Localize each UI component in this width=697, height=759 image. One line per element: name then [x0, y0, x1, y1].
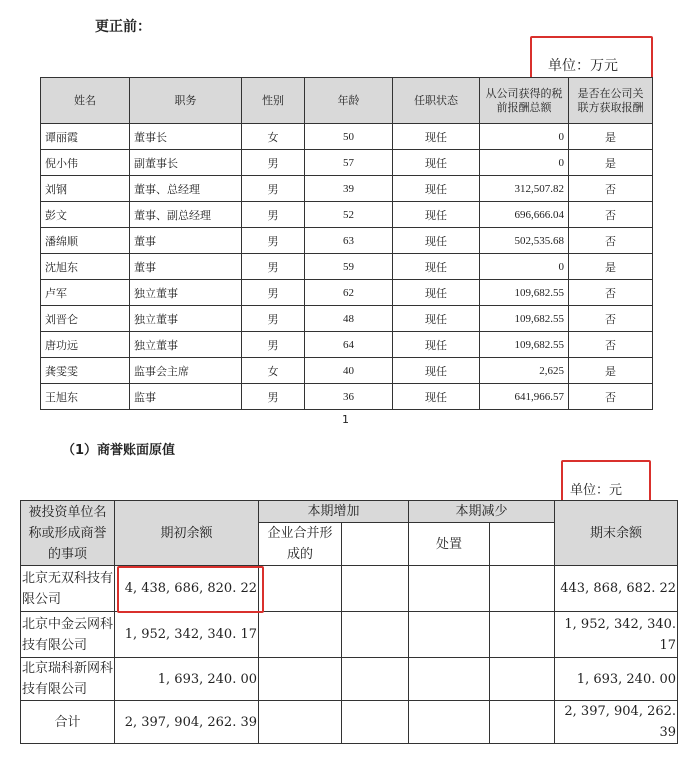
table-cell: 男: [242, 228, 305, 254]
table-cell: 是: [569, 254, 653, 280]
table-cell: 董事: [130, 254, 242, 280]
table-row: [41, 176, 653, 202]
table-cell: 现任: [393, 124, 480, 150]
header-cell: 企业合并形成的: [259, 523, 342, 566]
table-cell: 唐功远: [41, 332, 130, 358]
table-cell: 刘钢: [41, 176, 130, 202]
table-cell: 109,682.55: [480, 332, 569, 358]
table-cell: 女: [242, 358, 305, 384]
table-row: [41, 280, 653, 306]
table-cell: 监事: [130, 384, 242, 410]
table-cell: 男: [242, 254, 305, 280]
table-cell: 否: [569, 306, 653, 332]
table-header-row: [41, 78, 653, 124]
entity-cell: 北京瑞科新网科技有限公司: [21, 658, 115, 701]
table-cell: 59: [305, 254, 393, 280]
table-cell: 董事、副总经理: [130, 202, 242, 228]
table-cell: 卢军: [41, 280, 130, 306]
empty-cell: [259, 566, 342, 612]
table-cell: 现任: [393, 358, 480, 384]
table-cell: 109,682.55: [480, 306, 569, 332]
table-cell: 男: [242, 202, 305, 228]
header-cell: 年龄: [305, 78, 393, 124]
table-cell: 52: [305, 202, 393, 228]
table-cell: 独立董事: [130, 332, 242, 358]
header-cell: 期末余额: [555, 501, 678, 566]
table-cell: 否: [569, 228, 653, 254]
table-cell: 潘绵顺: [41, 228, 130, 254]
table-cell: 彭文: [41, 202, 130, 228]
table-cell: 0: [480, 254, 569, 280]
table-cell: 2,625: [480, 358, 569, 384]
table-cell: 否: [569, 176, 653, 202]
empty-cell: [342, 566, 409, 612]
table-cell: 109,682.55: [480, 280, 569, 306]
empty-cell: [409, 658, 490, 701]
table-row: [41, 332, 653, 358]
table-cell: 否: [569, 384, 653, 410]
table-row: [41, 202, 653, 228]
opening-cell: 2, 397, 904, 262. 39: [115, 701, 259, 744]
empty-cell: [259, 658, 342, 701]
empty-cell: [342, 658, 409, 701]
table-cell: 502,535.68: [480, 228, 569, 254]
table-cell: 现任: [393, 254, 480, 280]
closing-cell: 443, 868, 682. 22: [555, 566, 678, 612]
header-cell: 本期减少: [409, 501, 555, 523]
table-cell: 现任: [393, 202, 480, 228]
table-cell: 王旭东: [41, 384, 130, 410]
highlight-box: [561, 460, 651, 502]
table-cell: 男: [242, 384, 305, 410]
unit-label: 单位：万元: [548, 58, 618, 74]
empty-cell: [490, 566, 555, 612]
table-cell: 39: [305, 176, 393, 202]
table-cell: 是: [569, 358, 653, 384]
empty-cell: [409, 701, 490, 744]
header-cell: 从公司获得的税前报酬总额: [480, 78, 569, 124]
table-row: [41, 254, 653, 280]
opening-cell: 4, 438, 686, 820. 22: [115, 566, 259, 612]
table-cell: 现任: [393, 306, 480, 332]
table-row: [21, 658, 678, 701]
table-cell: 312,507.82: [480, 176, 569, 202]
header-cell: [490, 523, 555, 566]
header-cell: 姓名: [41, 78, 130, 124]
table-cell: 现任: [393, 384, 480, 410]
closing-cell: 1, 952, 342, 340. 17: [555, 612, 678, 658]
empty-cell: [490, 612, 555, 658]
table-cell: 现任: [393, 280, 480, 306]
header-cell: 期初余额: [115, 501, 259, 566]
highlight-box: [117, 566, 264, 613]
empty-cell: [409, 612, 490, 658]
table-cell: 50: [305, 124, 393, 150]
table-cell: 是: [569, 124, 653, 150]
table-cell: 男: [242, 176, 305, 202]
table-cell: 现任: [393, 332, 480, 358]
table-cell: 0: [480, 150, 569, 176]
table-cell: 独立董事: [130, 306, 242, 332]
empty-cell: [259, 701, 342, 744]
opening-cell: 1, 952, 342, 340. 17: [115, 612, 259, 658]
table-cell: 696,666.04: [480, 202, 569, 228]
empty-cell: [342, 612, 409, 658]
header-cell: [342, 523, 409, 566]
table-cell: 现任: [393, 150, 480, 176]
table-cell: 是: [569, 150, 653, 176]
table-row: [41, 124, 653, 150]
table-row: [21, 701, 678, 744]
goodwill-table: [20, 500, 678, 744]
table-cell: 女: [242, 124, 305, 150]
before-correction-title: 更正前：: [95, 19, 151, 35]
header-cell: 任职状态: [393, 78, 480, 124]
table-cell: 董事: [130, 228, 242, 254]
table-cell: 沈旭东: [41, 254, 130, 280]
table-cell: 0: [480, 124, 569, 150]
table-row: [41, 384, 653, 410]
table-cell: 副董事长: [130, 150, 242, 176]
table-cell: 现任: [393, 228, 480, 254]
highlight-box: [530, 36, 653, 79]
unit-label: 单位：元: [570, 483, 623, 498]
table-cell: 倪小伟: [41, 150, 130, 176]
header-cell: 性别: [242, 78, 305, 124]
empty-cell: [259, 612, 342, 658]
table-cell: 男: [242, 150, 305, 176]
header-cell: 被投资单位名称或形成商誉的事项: [21, 501, 115, 566]
opening-cell: 1, 693, 240. 00: [115, 658, 259, 701]
section-title: （1）商誉账面原值: [62, 443, 176, 458]
page-number: 1: [342, 413, 349, 426]
table-cell: 现任: [393, 176, 480, 202]
table-cell: 否: [569, 280, 653, 306]
closing-cell: 1, 693, 240. 00: [555, 658, 678, 701]
table-cell: 独立董事: [130, 280, 242, 306]
header-cell: 处置: [409, 523, 490, 566]
table-cell: 57: [305, 150, 393, 176]
empty-cell: [490, 701, 555, 744]
empty-cell: [342, 701, 409, 744]
table-cell: 董事、总经理: [130, 176, 242, 202]
table-row: [41, 150, 653, 176]
closing-cell: 2, 397, 904, 262. 39: [555, 701, 678, 744]
table-cell: 否: [569, 332, 653, 358]
header-cell: 职务: [130, 78, 242, 124]
table-cell: 监事会主席: [130, 358, 242, 384]
entity-cell: 北京无双科技有限公司: [21, 566, 115, 612]
table-row: [41, 358, 653, 384]
table-cell: 谭丽霞: [41, 124, 130, 150]
table-row: [41, 306, 653, 332]
table-cell: 62: [305, 280, 393, 306]
header-cell: 是否在公司关联方获取报酬: [569, 78, 653, 124]
table-cell: 男: [242, 306, 305, 332]
table-cell: 48: [305, 306, 393, 332]
table-cell: 641,966.57: [480, 384, 569, 410]
table-cell: 40: [305, 358, 393, 384]
table-cell: 男: [242, 280, 305, 306]
compensation-table: [40, 77, 653, 410]
entity-cell: 合计: [21, 701, 115, 744]
entity-cell: 北京中金云网科技有限公司: [21, 612, 115, 658]
table-row: [41, 228, 653, 254]
table-cell: 龚雯雯: [41, 358, 130, 384]
table-cell: 36: [305, 384, 393, 410]
table-cell: 63: [305, 228, 393, 254]
table-cell: 刘晋仑: [41, 306, 130, 332]
table-cell: 否: [569, 202, 653, 228]
table-cell: 64: [305, 332, 393, 358]
header-cell: 本期增加: [259, 501, 409, 523]
table-cell: 男: [242, 332, 305, 358]
table-row: [21, 612, 678, 658]
empty-cell: [409, 566, 490, 612]
empty-cell: [490, 658, 555, 701]
table-cell: 董事长: [130, 124, 242, 150]
